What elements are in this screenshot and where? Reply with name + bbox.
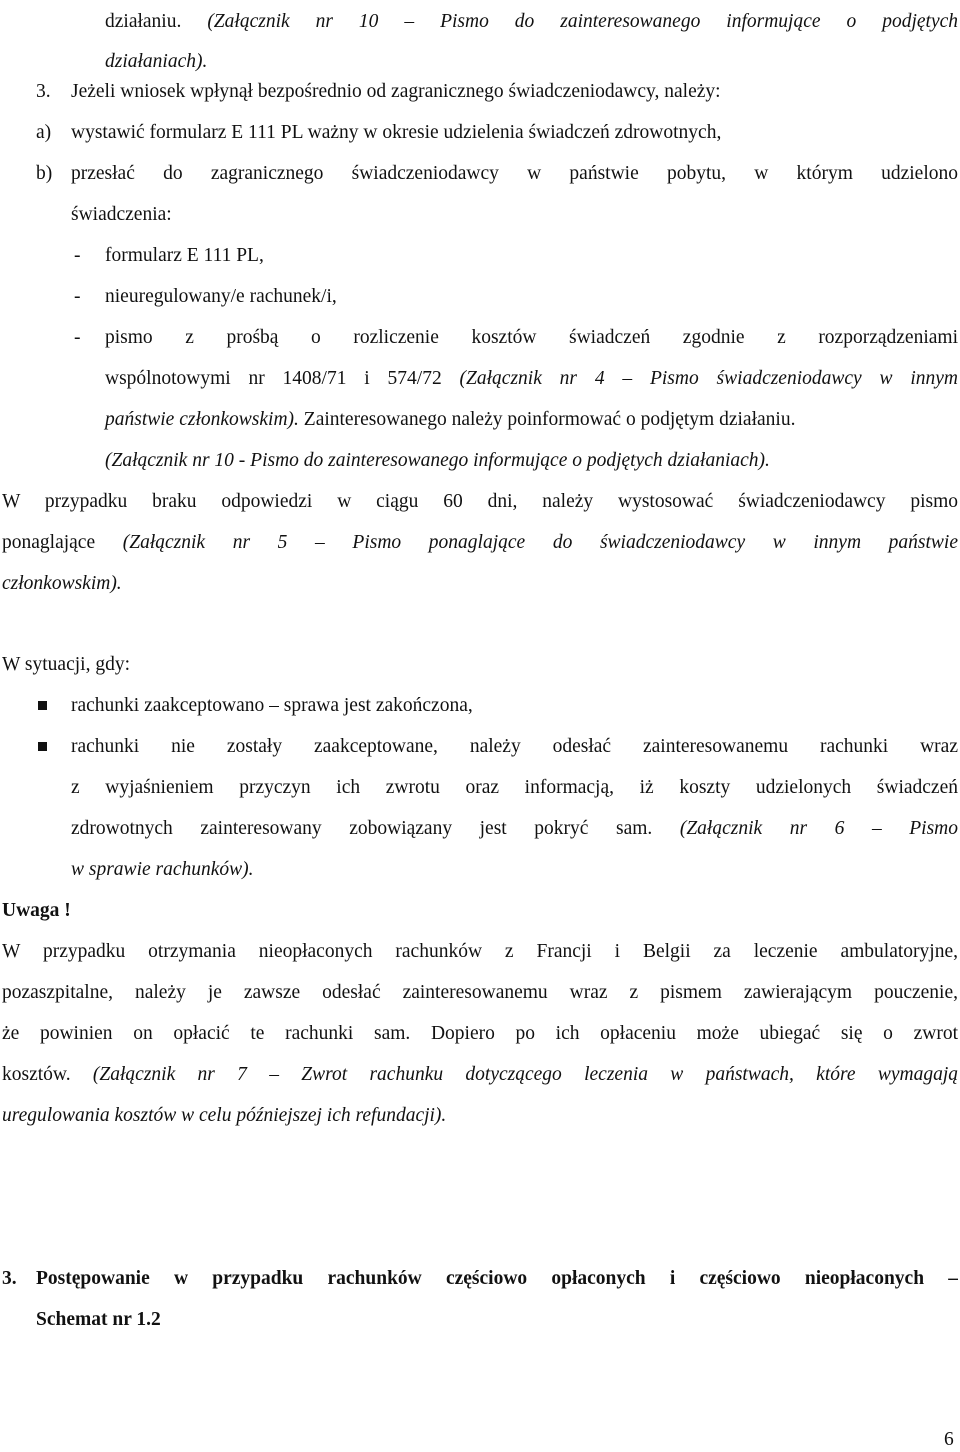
item-number-3: 3. xyxy=(36,81,51,102)
situation-heading: W sytuacji, gdy: xyxy=(2,654,130,675)
dash-marker: - xyxy=(74,245,81,266)
dash-item-3-line-2 xyxy=(105,367,958,391)
warning-line-4 xyxy=(2,1063,958,1087)
warning-line-5: uregulowania kosztów w celu późniejszej ich refundacji). xyxy=(2,1105,447,1126)
warning-line-3: że powinien on opłacić te rachunki sam. Dopiero po ich opłaceniu może ubiegać się o zwrot xyxy=(2,1023,958,1044)
dash-item-1: formularz E 111 PL, xyxy=(105,245,264,266)
square-bullet-icon xyxy=(38,742,47,751)
warning-heading: Uwaga ! xyxy=(2,900,71,921)
text-italic: (Załącznik nr 4 – Pismo świadczeniodawcy w innym xyxy=(459,368,958,389)
text-normal: wspólnotowymi nr 1408/71 i 574/72 xyxy=(105,368,460,389)
text-normal: kosztów. xyxy=(2,1064,93,1085)
text-italic: (Załącznik nr 6 – Pismo xyxy=(679,818,958,839)
page-number: 6 xyxy=(944,1429,954,1450)
text-normal: Zainteresowanego należy poinformować o podjętym działaniu. xyxy=(298,409,796,430)
item-3-text: Jeżeli wniosek wpłynął bezpośrednio od zagranicznego świadczeniodawcy, należy: xyxy=(71,81,721,102)
para-no-response-line-2 xyxy=(2,531,958,555)
para-no-response-line-3: członkowskim). xyxy=(2,573,122,594)
dash-item-3-line-3 xyxy=(105,408,795,432)
item-a-label: a) xyxy=(36,122,52,143)
section-subtitle: Schemat nr 1.2 xyxy=(36,1309,161,1330)
item-b-text-1: przesłać do zagranicznego świadczeniodawcy w państwie pobytu, w którym udzielono xyxy=(71,163,958,184)
dash-item-2: nieuregulowany/e rachunek/i, xyxy=(105,286,337,307)
situation-bullet-2-line-2: z wyjaśnieniem przyczyn ich zwrotu oraz informacją, iż koszty udzielonych świadczeń xyxy=(71,777,958,798)
situation-bullet-2-line-3 xyxy=(71,817,958,841)
text-normal: zdrowotnych zainteresowany zobowiązany jest pokryć sam. xyxy=(71,818,680,839)
situation-bullet-1: rachunki zaakceptowano – sprawa jest zakończona, xyxy=(71,695,473,716)
square-bullet-icon xyxy=(38,701,47,710)
item-b-label: b) xyxy=(36,163,53,184)
text-italic: (Załącznik nr 7 – Zwrot rachunku dotyczącego leczenia w państwach, które wymagają xyxy=(92,1064,958,1085)
section-title: Postępowanie w przypadku rachunków częściowo opłaconych i częściowo nieopłaconych – xyxy=(36,1268,958,1289)
text-italic: państwie członkowskim). xyxy=(105,409,299,430)
situation-bullet-2-line-4: w sprawie rachunków). xyxy=(71,859,254,880)
dash-item-3-line-4: (Załącznik nr 10 - Pismo do zainteresowanego informujące o podjętych działaniach). xyxy=(105,450,770,471)
text-normal: działaniu. xyxy=(105,11,182,32)
section-number: 3. xyxy=(2,1268,17,1289)
text-italic: (Załącznik nr 10 – Pismo do zainteresowanego informujące o podjętych xyxy=(207,11,958,32)
dash-marker: - xyxy=(74,286,81,307)
dash-item-3-line-1: pismo z prośbą o rozliczenie kosztów świadczeń zgodnie z rozporządzeniami xyxy=(105,327,958,348)
text-italic: (Załącznik nr 5 – Pismo ponaglające do świadczeniodawcy w innym państwie xyxy=(122,532,958,553)
warning-line-2: pozaszpitalne, należy je zawsze odesłać zainteresowanemu wraz z pismem zawierającym pouczenie, xyxy=(2,982,958,1003)
para-no-response-line-1: W przypadku braku odpowiedzi w ciągu 60 dni, należy wystosować świadczeniodawcy pismo xyxy=(2,491,958,512)
dash-marker: - xyxy=(74,327,81,348)
situation-bullet-2-line-1: rachunki nie zostały zaakceptowane, należy odesłać zainteresowanemu rachunki wraz xyxy=(71,736,958,757)
text-normal: ponaglające xyxy=(2,532,123,553)
line-continuation-1 xyxy=(105,10,958,34)
item-a-text: wystawić formularz E 111 PL ważny w okresie udzielenia świadczeń zdrowotnych, xyxy=(71,122,722,143)
line-continuation-2: działaniach). xyxy=(105,51,208,72)
item-b-text-2: świadczenia: xyxy=(71,204,172,225)
warning-line-1: W przypadku otrzymania nieopłaconych rachunków z Francji i Belgii za leczenie ambulatoryjne, xyxy=(2,941,958,962)
